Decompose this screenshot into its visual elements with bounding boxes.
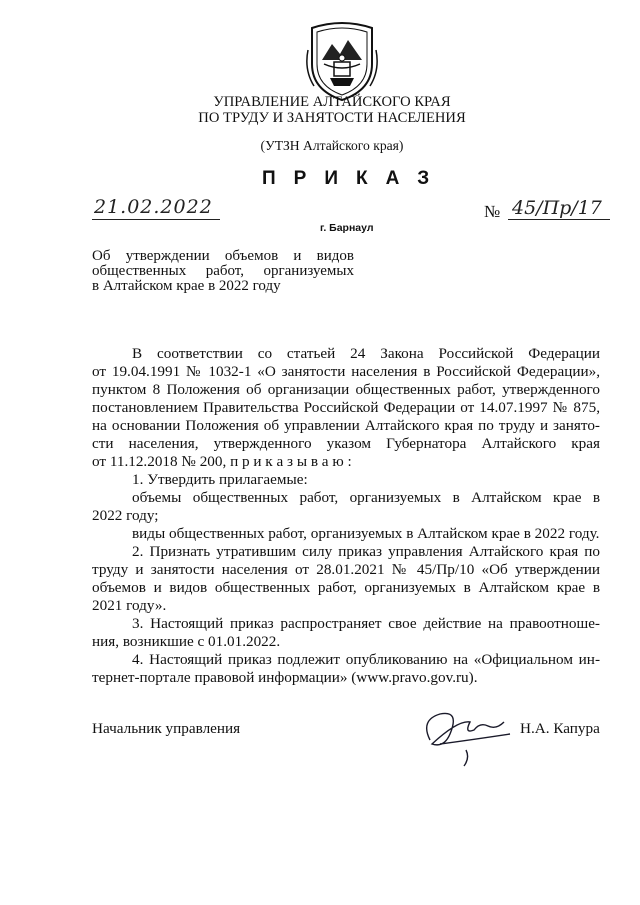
coat-of-arms-icon bbox=[304, 20, 380, 102]
body-line: 2021 году». bbox=[92, 597, 167, 614]
body-line: от 11.12.2018 № 200, п р и к а з ы в а ю : bbox=[92, 453, 352, 470]
body-line: на основании Положения об управлении Алтайского края по труду и занято- bbox=[92, 417, 600, 434]
body-line: В соответствии со статьей 24 Закона Российской Федерации bbox=[132, 345, 600, 362]
body-line: пунктом 8 Положения об организации общественных работ, утвержденного bbox=[92, 381, 600, 398]
body-line: 2022 году; bbox=[92, 507, 159, 524]
number-underline bbox=[508, 219, 610, 220]
handwritten-number: 45/Пр/17 bbox=[512, 197, 602, 219]
document-subject bbox=[92, 249, 354, 294]
date-underline bbox=[92, 219, 220, 220]
organization-name-line1: УПРАВЛЕНИЕ АЛТАЙСКОГО КРАЯ bbox=[213, 94, 451, 110]
handwritten-signature bbox=[400, 700, 520, 770]
body-line: виды общественных работ, организуемых в Алтайском крае в 2022 году. bbox=[132, 525, 600, 542]
body-line: 1. Утвердить прилагаемые: bbox=[132, 471, 308, 488]
body-line: ния, возникшие с 01.01.2022. bbox=[92, 633, 281, 650]
document-title: ПРИКАЗ bbox=[262, 168, 448, 189]
subject-line: в Алтайском крае в 2022 году bbox=[92, 278, 281, 294]
body-line: объемы общественных работ, организуемых в Алтайском крае в bbox=[132, 489, 600, 506]
subject-line: общественных работ, организуемых bbox=[92, 263, 354, 279]
subject-line: Об утверждении объемов и видов bbox=[92, 248, 354, 264]
organization-name-line2: ПО ТРУДУ И ЗАНЯТОСТИ НАСЕЛЕНИЯ bbox=[198, 110, 466, 126]
body-line: сти населения, утвержденного указом Губернатора Алтайского края bbox=[92, 435, 600, 452]
number-label: № bbox=[484, 202, 501, 221]
body-line: 4. Настоящий приказ подлежит опубликованию на «Официальном ин- bbox=[132, 651, 600, 668]
signatory-name: Н.А. Капура bbox=[520, 720, 600, 737]
body-line: 3. Настоящий приказ распространяет свое действие на правоотноше- bbox=[132, 615, 600, 632]
body-line: объемов и видов общественных работ, организуемых в Алтайском крае в bbox=[92, 579, 600, 596]
body-line: 2. Признать утратившим силу приказ управления Алтайского края по bbox=[132, 543, 600, 560]
body-line: постановлением Правительства Российской Федерации от 14.07.1997 № 875, bbox=[92, 399, 600, 416]
body-line: тернет-портале правовой информации» (www.pravo.gov.ru). bbox=[92, 669, 478, 686]
organization-abbreviation: (УТЗН Алтайского края) bbox=[260, 138, 404, 153]
body-line: труду и занятости населения от 28.01.2021 № 45/Пр/10 «Об утверждении bbox=[92, 561, 600, 578]
city: г. Барнаул bbox=[320, 222, 374, 234]
handwritten-date: 21.02.2022 bbox=[94, 196, 213, 218]
signatory-position: Начальник управления bbox=[92, 720, 241, 737]
body-line: от 19.04.1991 № 1032-1 «О занятости населения в Российской Федерации», bbox=[92, 363, 600, 380]
